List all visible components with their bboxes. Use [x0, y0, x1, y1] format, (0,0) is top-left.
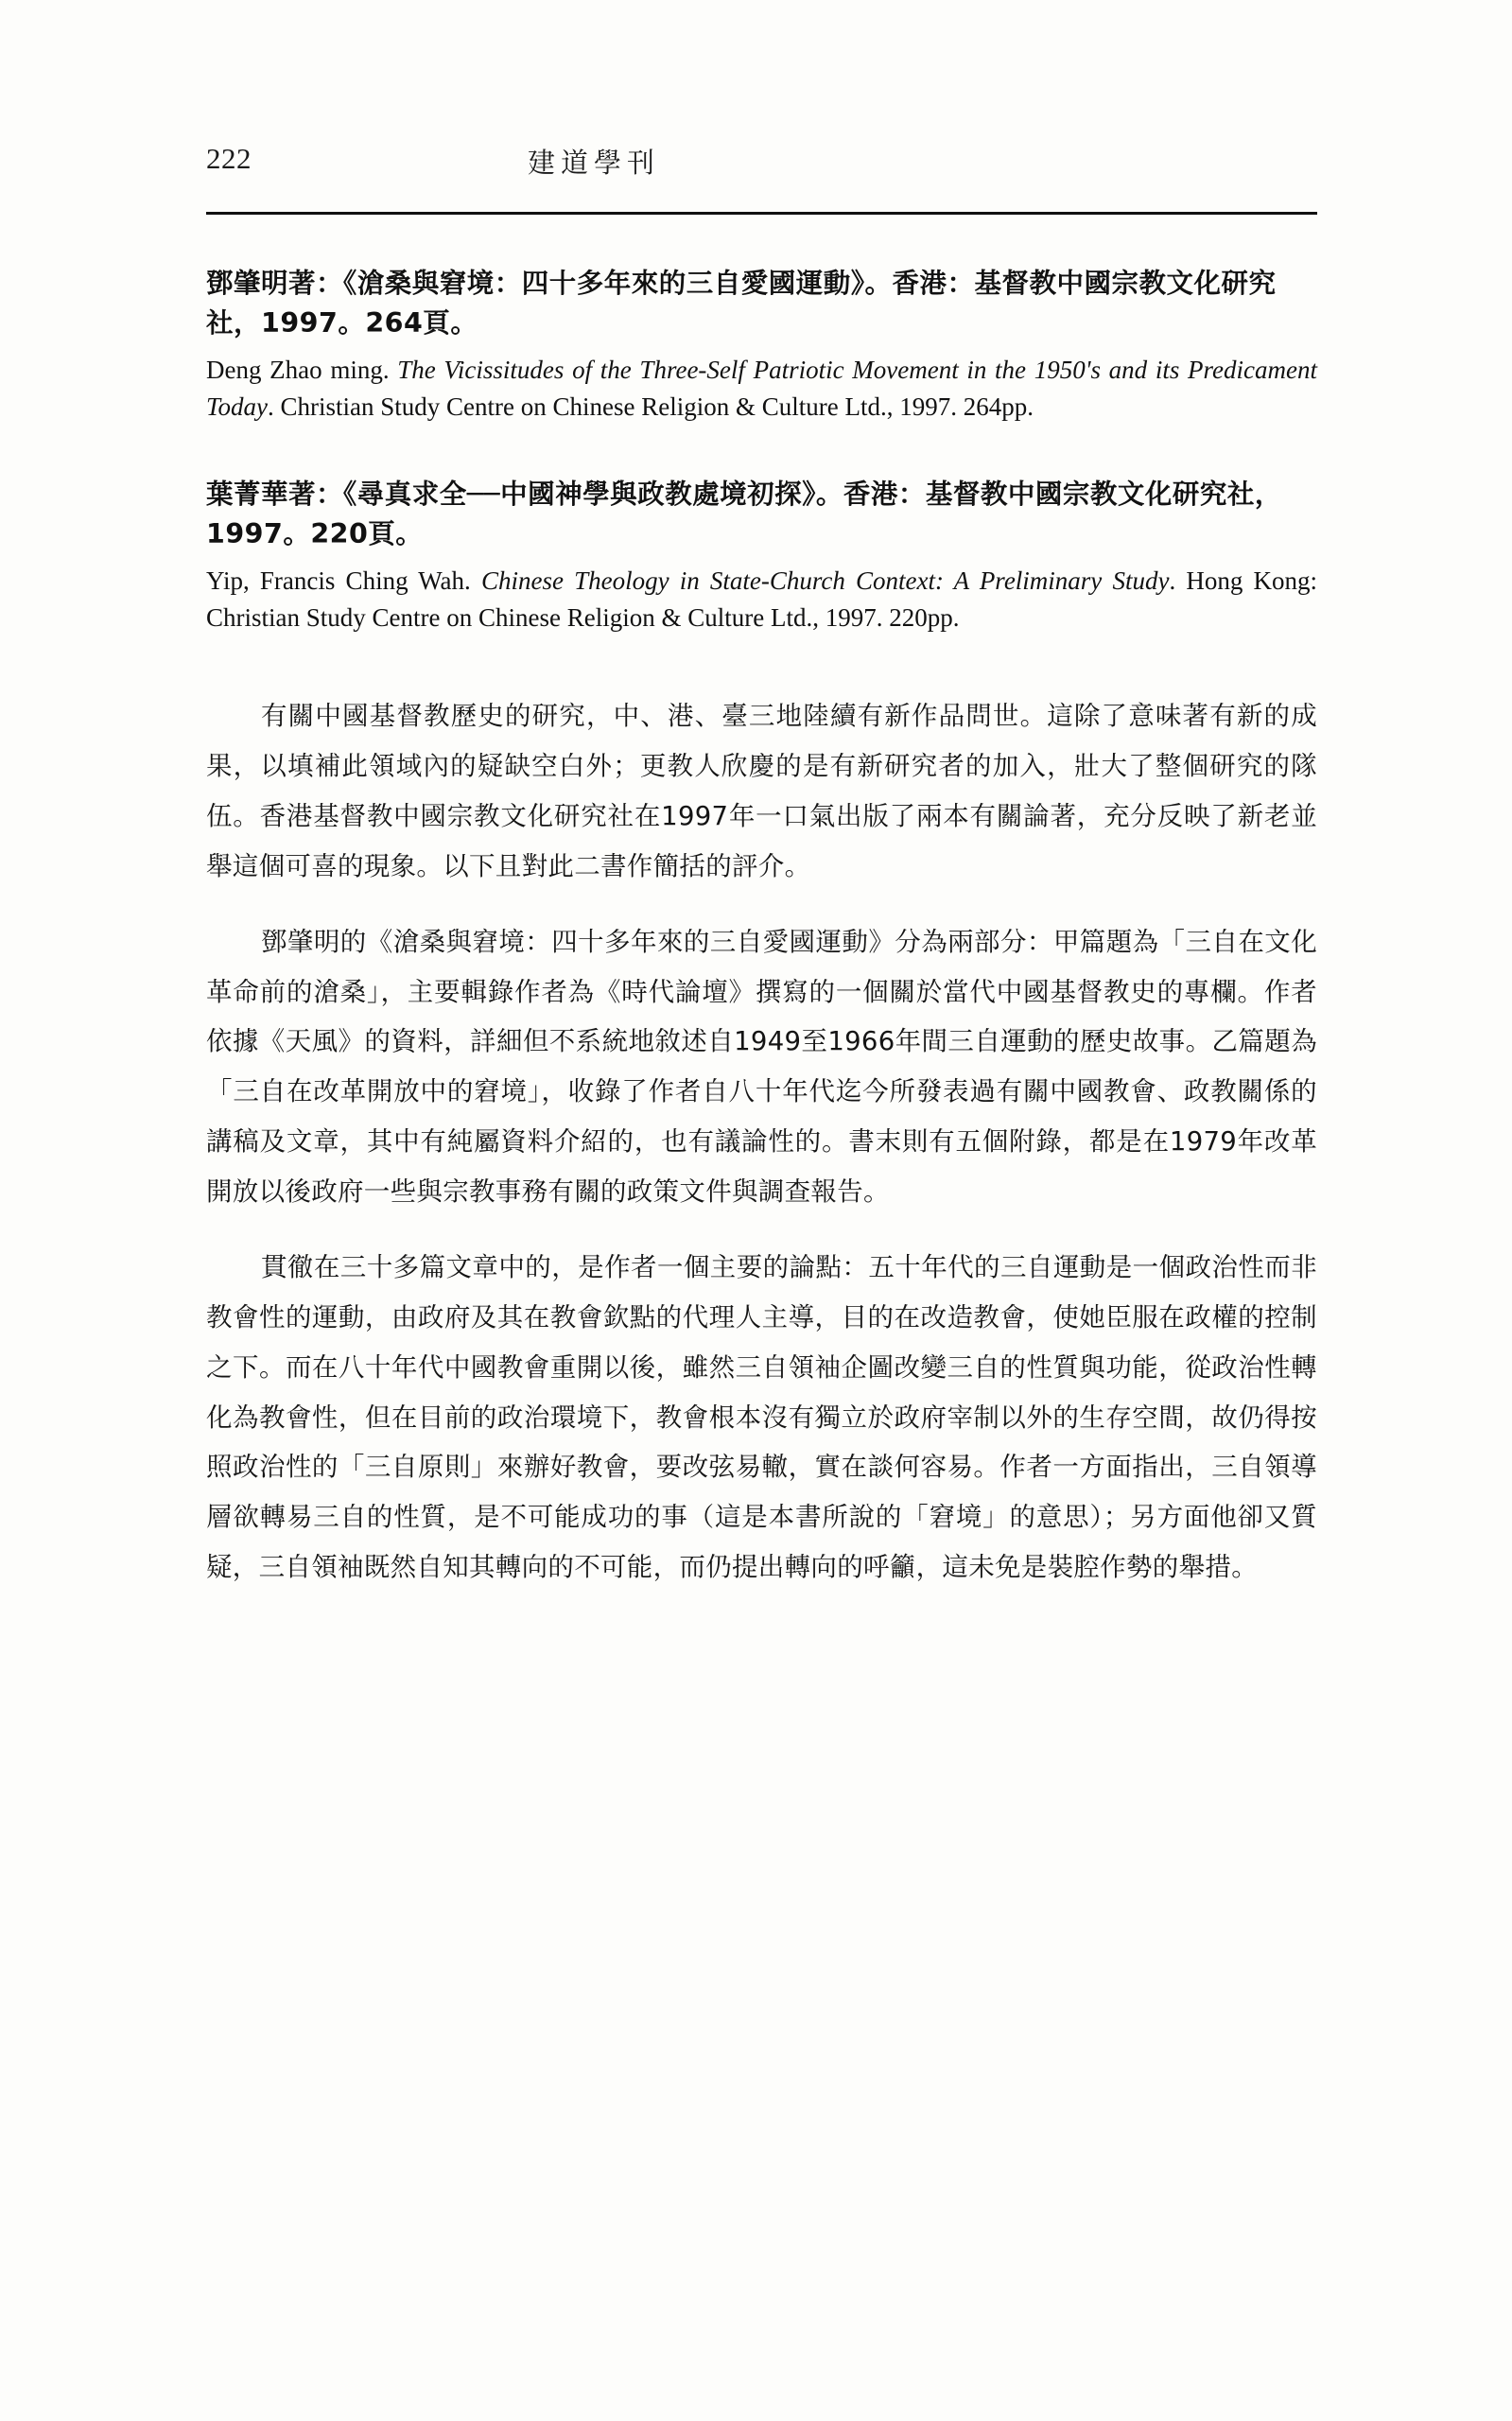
- body-paragraph: 有關中國基督教歷史的研究，中、港、臺三地陸續有新作品問世。這除了意味著有新的成果，以填補此領域內的疑缺空白外；更教人欣慶的是有新研究者的加入，壯大了整個研究的隊伍。香港基督教中國宗教文化研究社在1997年一口氣出版了兩本有關論著，充分反映了新老並舉這個可喜的現象。以下且對此二書作簡括的評介。: [206, 701, 1317, 881]
- entry-roman-citation: Deng Zhao ming. The Vicissitudes of the Three-Self Patriotic Movement in the 1950's and its Predicament Today. Christian Study Centre on Chinese Religion & Culture Ltd., 1997. 264pp.: [206, 356, 1317, 422]
- page-number: 222: [206, 142, 252, 175]
- bibliography-entry: [206, 264, 1317, 426]
- bibliography-entry: [206, 475, 1317, 636]
- entry-spacer: [206, 450, 1317, 475]
- entry-cjk-citation: 葉菁華著：《尋真求全──中國神學與政教處境初探》。香港：基督教中國宗教文化研究社，1997。220頁。: [206, 479, 1282, 550]
- page-header: [206, 142, 1317, 199]
- page-content: [206, 142, 1317, 1608]
- entry-cjk-citation: 鄧肇明著：《滄桑與窘境：四十多年來的三自愛國運動》。香港：基督教中國宗教文化研究社，1997。264頁。: [206, 268, 1277, 340]
- bibliography-entries: [206, 264, 1317, 636]
- header-rule: [206, 212, 1317, 215]
- body-paragraph: 貫徹在三十多篇文章中的，是作者一個主要的論點：五十年代的三自運動是一個政治性而非教會性的運動，由政府及其在教會欽點的代理人主導，目的在改造教會，使她臣服在政權的控制之下。而在八十年代中國教會重開以後，雖然三自領袖企圖改變三自的性質與功能，從政治性轉化為教會性，但在目前的政治環境下，教會根本沒有獨立於政府宰制以外的生存空間，故仍得按照政治性的「三自原則」來辦好教會，要改弦易轍，實在談何容易。作者一方面指出，三自領導層欲轉易三自的性質，是不可能成功的事（這是本書所說的「窘境」的意思）；另方面他卻又質疑，三自領袖既然自知其轉向的不可能，而仍提出轉向的呼籲，這未免是裝腔作勢的舉措。: [206, 1252, 1317, 1582]
- entry-roman-citation: Yip, Francis Ching Wah. Chinese Theology in State-Church Context: A Preliminary Study. Hong Kong: Christian Study Centre on Chinese Religion & Culture Ltd., 1997. 220pp.: [206, 566, 1317, 633]
- body-paragraph: 鄧肇明的《滄桑與窘境：四十多年來的三自愛國運動》分為兩部分：甲篇題為「三自在文化革命前的滄桑」，主要輯錄作者為《時代論壇》撰寫的一個關於當代中國基督教史的專欄。作者依據《天風》的資料，詳細但不系統地敘述自1949至1966年間三自運動的歷史故事。乙篇題為「三自在改革開放中的窘境」，收錄了作者自八十年代迄今所發表過有關中國教會、政教關係的講稿及文章，其中有純屬資料介紹的，也有議論性的。書末則有五個附錄，都是在1979年改革開放以後政府一些與宗教事務有關的政策文件與調查報告。: [206, 926, 1317, 1207]
- journal-title: 建道學刊: [528, 147, 661, 179]
- review-body: [206, 691, 1317, 1593]
